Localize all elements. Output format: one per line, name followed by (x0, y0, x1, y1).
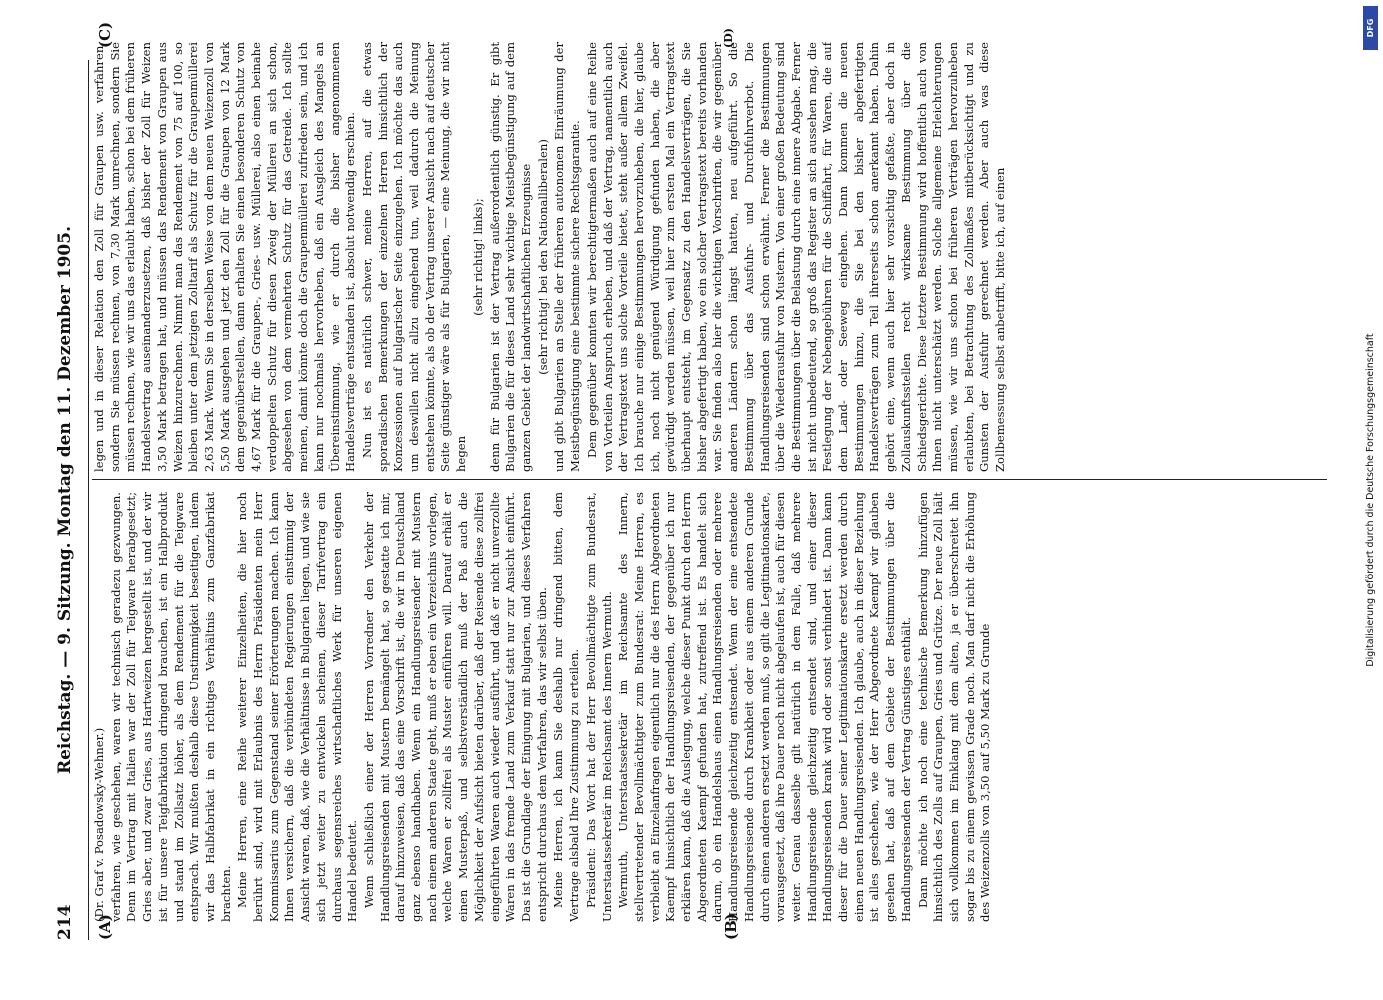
paragraph: Wenn schließlich einer der Herren Vorredner den Verkehr der Handlungsreisenden mit Mustern bemängelt hat, so gestatte ich mir, darauf hinzuweisen, daß das eine Vorschrift ist, die wir in Deutschland ganz ebenso handhaben. Wenn ein Handlungsreisender mit Mustern nach einem anderen Staate geht, muß er eben ein Verzeichnis vorlegen, welche Waren er zollfrei als Muster einführen will. Darauf erhält er einen Musterpaß, und selbstverständlich muß der Paß auch die Möglichkeit der Aufsicht bieten darüber, daß der Reisende diese zollfrei eingeführten Waren auch wieder ausführt, und daß er nicht unverzollte Waren in das fremde Land zum Verkauf statt nur zur Ansicht einführt. Das ist die Grundlage der Einigung mit Bulgarien, und dieses Verfahren entspricht durchaus dem Verfahren, das wir selbst üben. (361, 492, 549, 922)
page-header (55, 60, 85, 940)
right-column (92, 42, 1327, 472)
paragraph: legen und in dieser Relation den Zoll für Graupen usw. verfahren, sondern Sie müssen rechnen, von 7,30 Mark umrechnen, sondern Sie müssen rechnen, wie wir uns das erlaubt haben, schon bei dem früheren Handelsvertrag auseinanderzusetzen, daß bisher der Zoll für Weizen 3,50 Mark betragen hat, und müssen das Rendement von Graupen aus Weizen hinzurechnen. Nimmt man das Rendement von 75 auf 100, so bleiben unter dem jetzigen Zolltarif als Schutz für die Graupenmüllerei 2,63 Mark. Wenn Sie in derselben Weise von dem neuen Weizenzoll von 5,50 Mark ausgehen und jetzt den Zoll für die Graupen von 12 Mark dem gegenüberstellen, dann erhalten Sie einen besonderen Schutz von 4,67 Mark für die Graupen-, Gries- usw. Müllerei, also einen beinahe verdoppelten Schutz für diesen Zweig der Müllerei an sich schon, abgesehen von dem vermehrten Schutz für das Getreide. Ich sollte meinen, damit könnte doch die Graupenmüllerei zufrieden sein, und ich kann nur nochmals hervorheben, daß ein Ausgleich des Mangels an Übereinstimmung, wie er durch die bisher angenommenen Handelsverträge entstanden ist, absolut notwendig erschien. (92, 42, 358, 472)
paragraph: und gibt Bulgarien an Stelle der früheren autonomen Einräumung der Meistbegünstigung eine bestimmte sichere Rechtsgarantie. (552, 42, 583, 472)
paragraph: Dem gegenüber konnten wir berechtigtermaßen auch auf eine Reihe von Vorteilen Anspruch erheben, und daß der Vertrag, namentlich auch der Vertragstext uns solche Vorteile bietet, steht außer allem Zweifel. Ich brauche nur einige Bestimmungen hervorzuheben, die hier, glaube ich, noch nicht genügend Würdigung gefunden haben, die aber gewürdigt werden müssen, weil hier zum ersten Mal ein Vertragstext überhaupt entsteht, im Gegensatz zu den Handelsverträgen, die Sie bisher abgefertigt haben, wo ein solcher Vertragstext bereits vorhanden war. Sie finden also hier die wichtigen Vorschriften, die wir gegenüber anderen Ländern schon längst hatten, neu aufgeführt. So die Bestimmung über das Ausfuhr- und Durchfuhrverbot. Die Handlungsreisenden sind schon erwähnt. Ferner die Bestimmungen über die Wiederausfuhr von Mustern. Von einer großen Bedeutung sind die Bestimmungen über die Belastung durch eine innere Abgabe. Ferner ist nicht unbedeutend, so groß das Register an sich aussehen mag, die Festlegung der Nebengebühren für die Schiffahrt, für Waren, die auf dem Land- oder Seeweg eingehen. Dann kommen die neuen Bestimmungen hinzu, die Sie bei den bisher abgefertigten Handelsverträgen zum Teil ihrerseits schon anerkannt haben. Dahin gehört eine, wenn auch hier sehr vorsichtig gefaßte, aber doch in Zollauskunftsstellen recht wirksame Bestimmung über die Schiedsgerichte. Diese letztere Bestimmung wird hoffentlich auch von Ihnen nicht unterschätzt werden. Solche allgemeine Erleichterungen müssen, wie wir uns schon bei früheren Verträgen hervorzuheben erlaubten, bei Betrachtung des Zollmaßes mitberücksichtigt und zu Gunsten der Ausfuhr gerechnet werden. Aber auch was diese Zollbemessung selbst anbetrifft, bitte ich, auf einen (584, 42, 1008, 472)
paragraph: Meine Herren, ich kann Sie deshalb nur dringend bitten, dem Vertrage alsbald Ihre Zustimmung zu erteilen. (551, 492, 582, 922)
left-column (92, 492, 1327, 922)
paragraph: (Dr. Graf v. Posadowsky-Wehner.) (92, 727, 106, 922)
margin-marker-a: (A) (96, 914, 114, 940)
paragraph: (sehr richtig! bei den Nationalliberalen) (535, 139, 550, 375)
paragraph: Nun ist es natürlich schwer, meine Herren, auf die etwas sporadischen Bemerkungen der einzelnen Herren hinsichtlich der Konzessionen auf bulgarischer Seite einzugehen. Ich möchte das auch um deswillen nicht allzu eingehend tun, weil dadurch die Meinung entstehen könnte, als ob der Vertrag unserer Ansicht nach auf deutscher Seite günstiger wäre als für Bulgarien, — eine Meinung, die wir nicht hegen (359, 42, 469, 472)
paragraph: Wermuth, Unterstaatssekretär im Reichsamte des Innern, stellvertretender Bevollmächtigter zum Bundesrat: Meine Herren, es verbleibt an Einzelanfragen eigentlich nur die des Herrn Abgeordneten Kaempf hinsichtlich der Handlungsreisenden, der gegenüber ich nur erklären kann, daß die Auslegung, welche dieser Punkt durch den Herrn Abgeordneten Kaempf gefunden hat, zutreffend ist. Es handelt sich darum, ob ein Handelshaus einen Handlungsreisenden oder mehrere Handlungsreisende gleichzeitig entsendet. Wenn der eine entsendete Handlungsreisende durch Krankheit oder aus einem anderen Grunde durch einen anderen ersetzt werden muß, so gilt die Legitimationskarte, vorausgesetzt, daß ihre Dauer noch nicht abgelaufen ist, auch für diesen weiter. Genau dasselbe gilt natürlich in dem Falle, daß mehrere Handlungsreisende gleichzeitig entsendet sind, und einer dieser Handlungsreisenden krank wird oder sonst verhindert ist. Dann kann dieser für die Dauer seiner Legitimationskarte ersetzt werden durch einen neuen Handlungsreisenden. Ich glaube, auch in dieser Beziehung ist alles geschehen, wie der Herr Abgeordnete Kaempf wir glauben gesehen hat, daß auf dem Gebiete der Bestimmungen über die Handlungsreisenden der Vertrag Günstiges enthält. (616, 492, 913, 922)
paragraph: denn für Bulgarien ist der Vertrag außerordentlich günstig. Er gibt Bulgarien die für dieses Land sehr wichtige Meistbegünstigung auf dem ganzen Gebiet der landwirtschaftlichen Erzeugnisse (487, 42, 533, 472)
column-divider (92, 479, 1327, 480)
page-title: Reichstag. — 9. Sitzung. Montag den 11. Dezember 1905. (55, 225, 75, 775)
paragraph: Meine Herren, eine Reihe weiterer Einzelheiten, die hier noch berührt sind, wird mit Erlaubnis des Herrn Präsidenten mein Herr Kommissarius zum Gegenstand seiner Erörterungen machen. Ich kann Ihnen versichern, daß die verbündeten Regierungen einstimmig der Ansicht waren, daß, wie die Verhältnisse in Bulgarien liegen, und wie sie sich jetzt weiter zu entwickeln scheinen, dieser Tarifvertrag ein durchaus segensreiches wirtschaftliches Werk für unseren eigenen Handel bedeutet. (235, 492, 360, 922)
paragraph: (sehr richtig! links); (470, 198, 485, 316)
dfg-logo-text: DFG (1366, 18, 1375, 38)
paragraph: Präsident: Das Wort hat der Herr Bevollmächtigte zum Bundesrat, Unterstaatssekretär im Reichsamt des Innern Wermuth. (583, 492, 614, 922)
margin-marker-d: (D) (722, 28, 735, 48)
header-rule (88, 60, 89, 940)
paragraph: Dann möchte ich noch eine technische Bemerkung hinzufügen hinsichtlich des Zolls auf Graupen, Gries und Grütze. Der neue Zoll hält sich vollkommen im Einklang mit dem alten, ja er überschreitet ihn sogar bis zu einem gewissen Grade noch. Man darf nicht die Erhöhung des Weizenzolls von 3,50 auf 5,50 Mark zu Grunde (915, 492, 993, 922)
watermark-text: Digitalisierung gefördert durch die Deutsche Forschungsgemeinschaft (1365, 333, 1376, 667)
margin-marker-c: (C) (96, 21, 114, 48)
margin-marker-b: (B) (722, 913, 740, 940)
dfg-logo-icon (1363, 6, 1378, 50)
page-number: 214 (55, 904, 75, 940)
digitization-watermark (1362, 8, 1380, 992)
paragraph: verfahren, wie geschehen, waren wir technisch geradezu gezwungen. Denn im Vertrag mit Italien war der Zoll für Teigware herabgesetzt; Gries aber, und zwar Gries, aus Hartweizen hergestellt ist, und der wir ist für unsere Teigfabrikation dringend brauchen, ist ein Halbprodukt und stand im Zollsatz höher, als dem Rendement für die Teigware entsprach. Wir mußten deshalb diese Unstimmigkeit beseitigen, indem wir das Halbfabrikat in ein richtiges Verhältnis zum Ganzfabrikat brachten. (108, 492, 233, 922)
